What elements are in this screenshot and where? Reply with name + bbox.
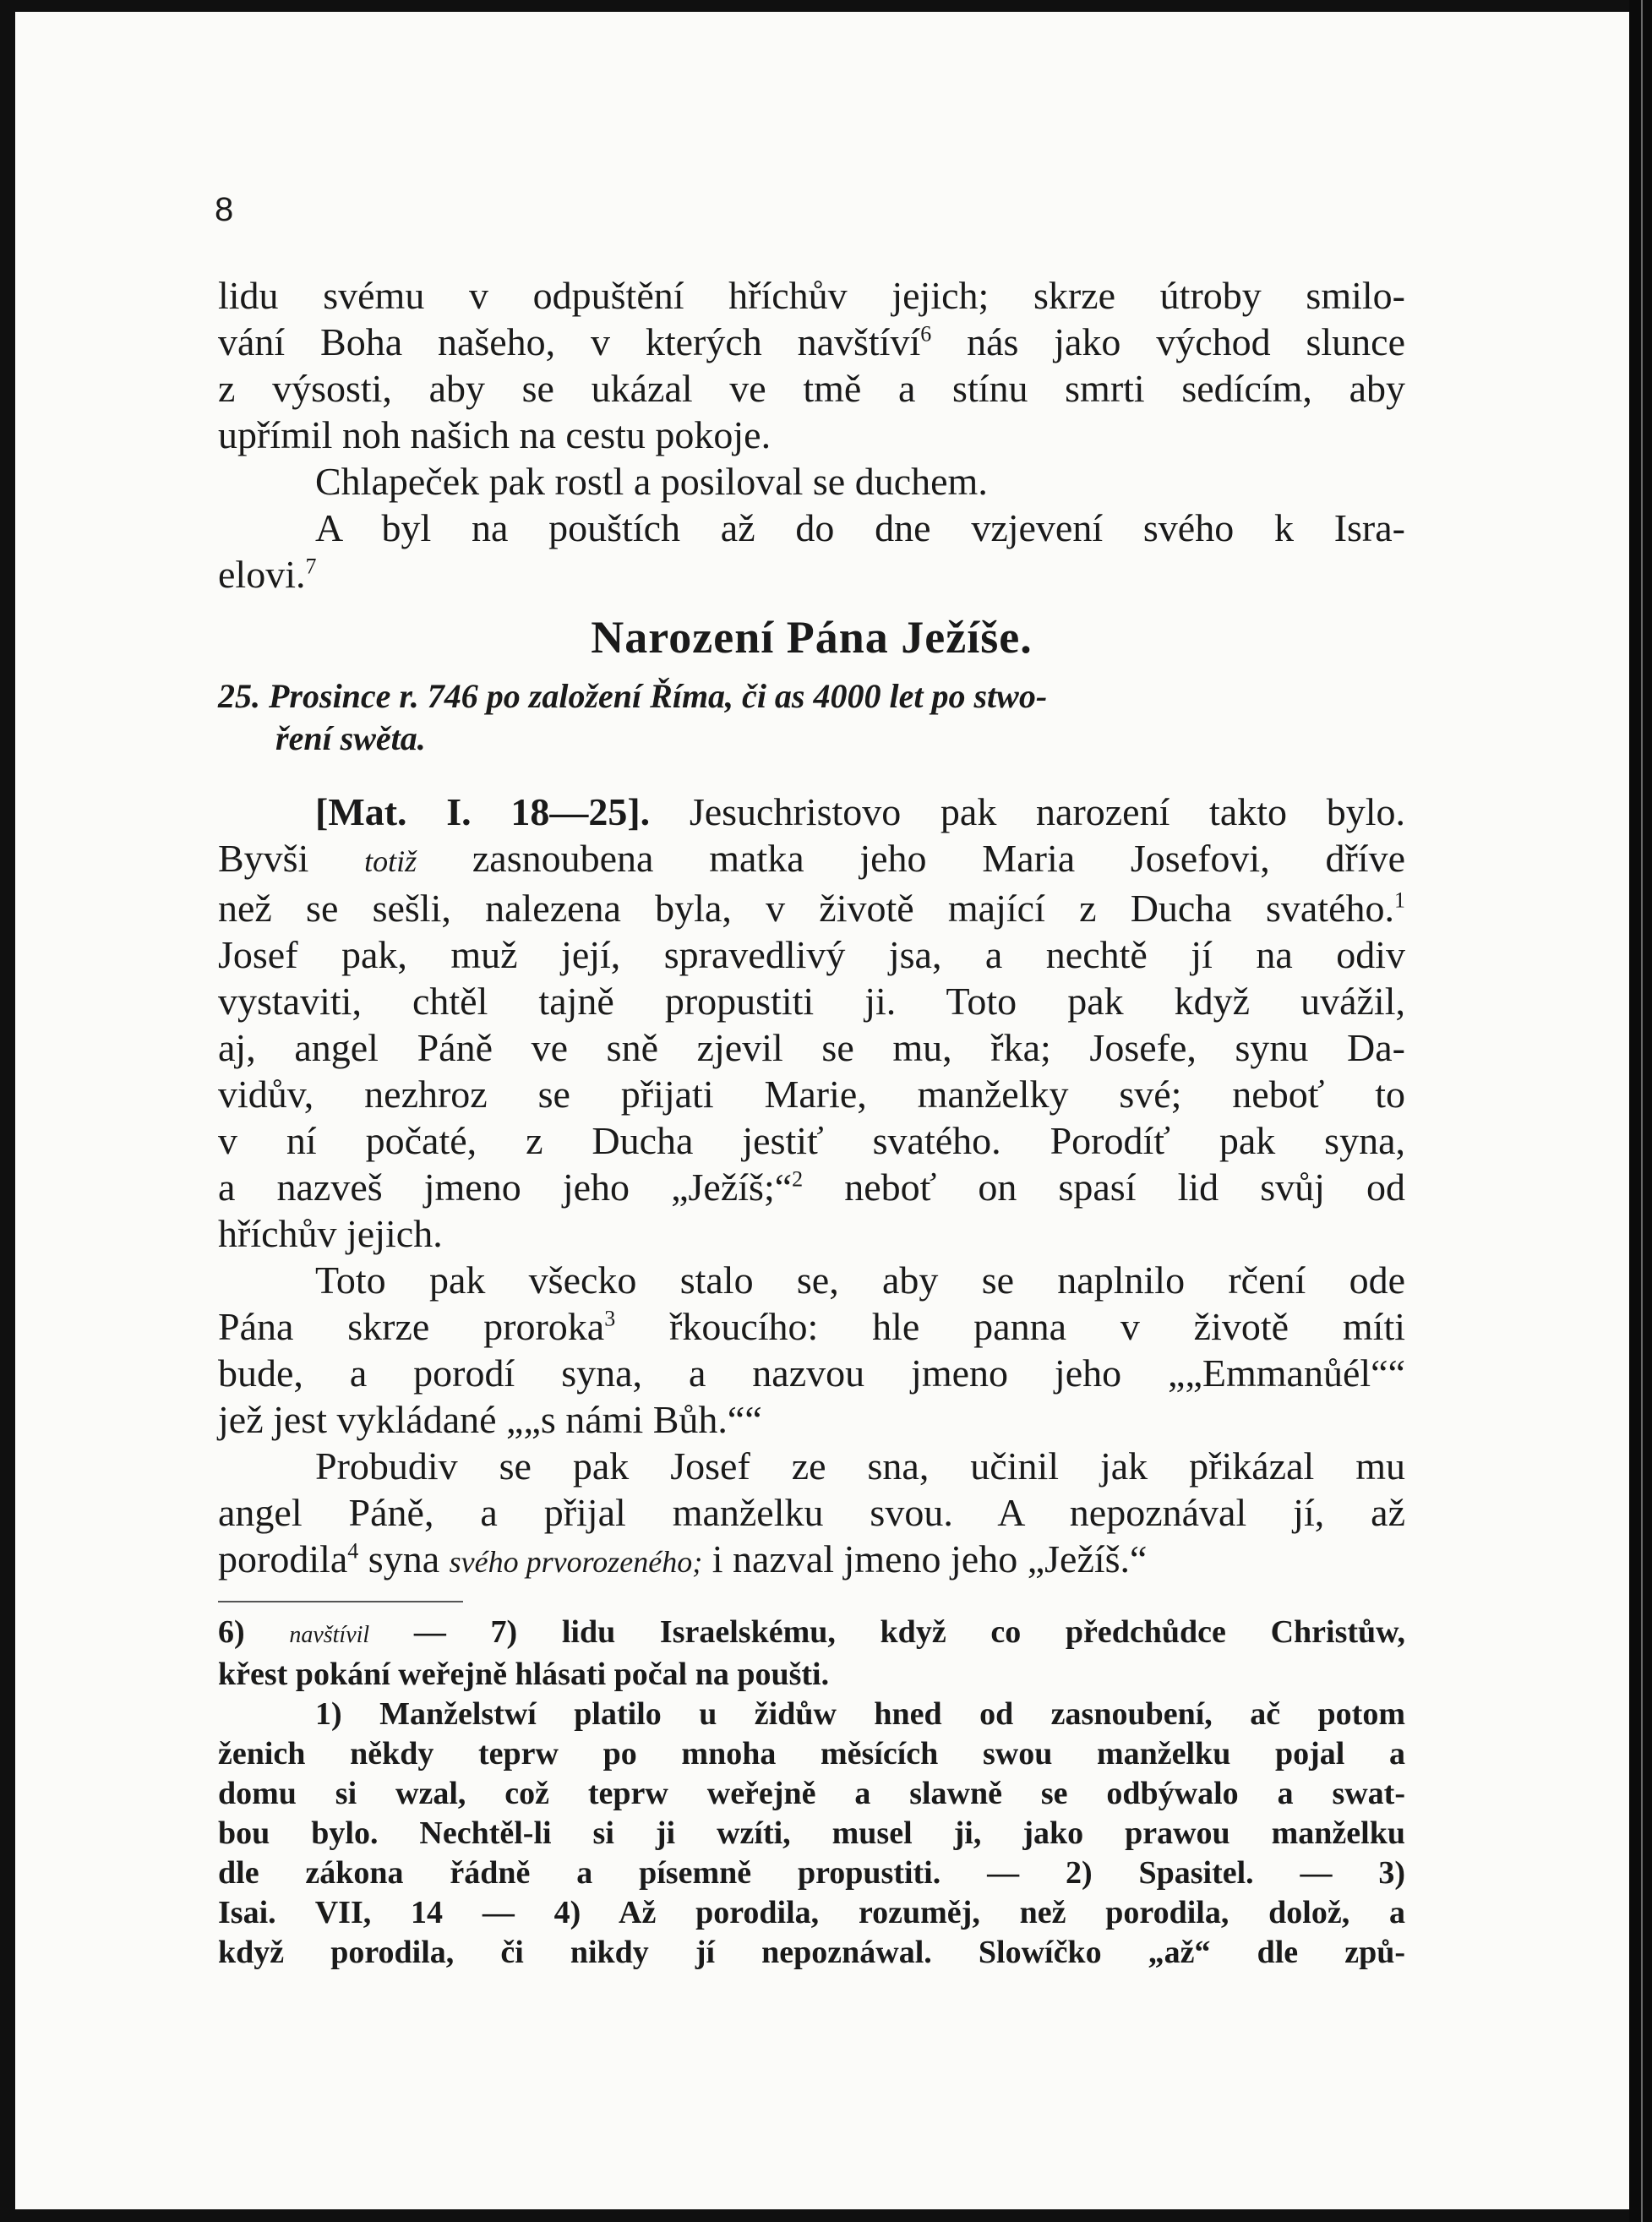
footnote-line: 6) navštívil — 7) lidu Israelskému, když co předchůdce Christůw, bbox=[218, 1614, 1405, 1650]
text-line: lidu svému v odpuštění hříchův jejich; skrze útroby smilo- bbox=[218, 274, 1405, 317]
main-text bbox=[218, 181, 1405, 1973]
text-line: [Mat. I. 18—25]. Jesuchristovo pak narození takto bylo. bbox=[315, 790, 1405, 833]
text-line: Pána skrze proroka$^3$ řkoucího: hle panna v životě míti bbox=[218, 1305, 1405, 1348]
text-line: a nazveš jmeno jeho „Ježíš;“$^2$ neboť on spasí lid svůj od bbox=[218, 1166, 1405, 1209]
text-line: vidův, nezhroz se přijati Marie, manželky své; neboť to bbox=[218, 1073, 1405, 1116]
text-line: elovi.$^7$ bbox=[218, 553, 317, 596]
footnote-line: bou bylo. Nechtěl-li si ji wzíti, musel ji, jako prawou manželku bbox=[218, 1815, 1405, 1851]
footnote-line: ženich někdy teprw po mnoha měsících swou manželku pojal a bbox=[218, 1736, 1405, 1772]
dateline: ření swěta. bbox=[275, 719, 426, 757]
page-edge-line bbox=[1641, 0, 1643, 2222]
text-line: jež jest vykládané „„s námi Bůh.““ bbox=[218, 1398, 762, 1441]
section-heading: Narození Pána Ježíše. bbox=[591, 612, 1033, 663]
text-line: hříchův jejich. bbox=[218, 1212, 443, 1255]
text-line: upřímil noh našich na cestu pokoje. bbox=[218, 413, 771, 456]
text-line: aj, angel Páně ve sně zjevil se mu, řka; Josefe, synu Da- bbox=[218, 1026, 1405, 1069]
text-line: Josef pak, muž její, spravedlivý jsa, a nechtě jí na odiv bbox=[218, 933, 1405, 976]
text-line: vystaviti, chtěl tajně propustiti ji. Toto pak když uvážil, bbox=[218, 980, 1405, 1023]
footnote-line: když porodila, či nikdy jí nepoznáwal. Slowíčko „až“ dle způ- bbox=[218, 1935, 1405, 1970]
text-line: porodila$^4$ syna svého prvorozeného; i nazval jmeno jeho „Ježíš.“ bbox=[218, 1537, 1148, 1581]
footnote-line: Isai. VII, 14 — 4) Až porodila, rozuměj, než porodila, dolož, a bbox=[218, 1895, 1405, 1930]
text-line: než se sešli, nalezena byla, v životě mající z Ducha svatého.$^1$ bbox=[218, 887, 1405, 930]
footnote-line: 1) Manželstwí platilo u židůw hned od zasnoubení, ač potom bbox=[315, 1696, 1405, 1732]
footnote-line: dle zákona řádně a písemně propustiti. — 2) Spasitel. — 3) bbox=[218, 1855, 1405, 1891]
book-page bbox=[15, 12, 1629, 2209]
text-line: bude, a porodí syna, a nazvou jmeno jeho „„Emmanůél““ bbox=[218, 1351, 1405, 1395]
text-line: vání Boha našeho, v kterých navštíví$^6$ nás jako východ slunce bbox=[218, 320, 1405, 363]
footnote-line: křest pokání weřejně hlásati počal na poušti. bbox=[218, 1657, 830, 1692]
text-line: angel Páně, a přijal manželku svou. A nepoznával jí, až bbox=[218, 1491, 1405, 1534]
text-line: A byl na pouštích až do dne vzjevení svého k Isra- bbox=[315, 506, 1405, 549]
footnote-line: domu si wzal, což teprw weřejně a slawně se odbýwalo a swat- bbox=[218, 1776, 1405, 1811]
footnote-rule bbox=[218, 1601, 463, 1602]
text-line: Chlapeček pak rostl a posiloval se duchem. bbox=[315, 460, 988, 503]
page-number: 8 bbox=[215, 191, 234, 228]
text-line: Probudiv se pak Josef ze sna, učinil jak přikázal mu bbox=[315, 1444, 1405, 1488]
text-line: z výsosti, aby se ukázal ve tmě a stínu smrti sedícím, aby bbox=[218, 367, 1405, 410]
text-line: Toto pak všecko stalo se, aby se naplnilo rčení ode bbox=[315, 1258, 1405, 1302]
text-line: v ní počaté, z Ducha jestiť svatého. Porodíť pak syna, bbox=[218, 1119, 1405, 1162]
text-line: Byvši totiž zasnoubena matka jeho Maria Josefovi, dříve bbox=[218, 837, 1405, 880]
dateline: 25. Prosince r. 746 po založení Říma, či as 4000 let po stwo- bbox=[218, 677, 1048, 715]
